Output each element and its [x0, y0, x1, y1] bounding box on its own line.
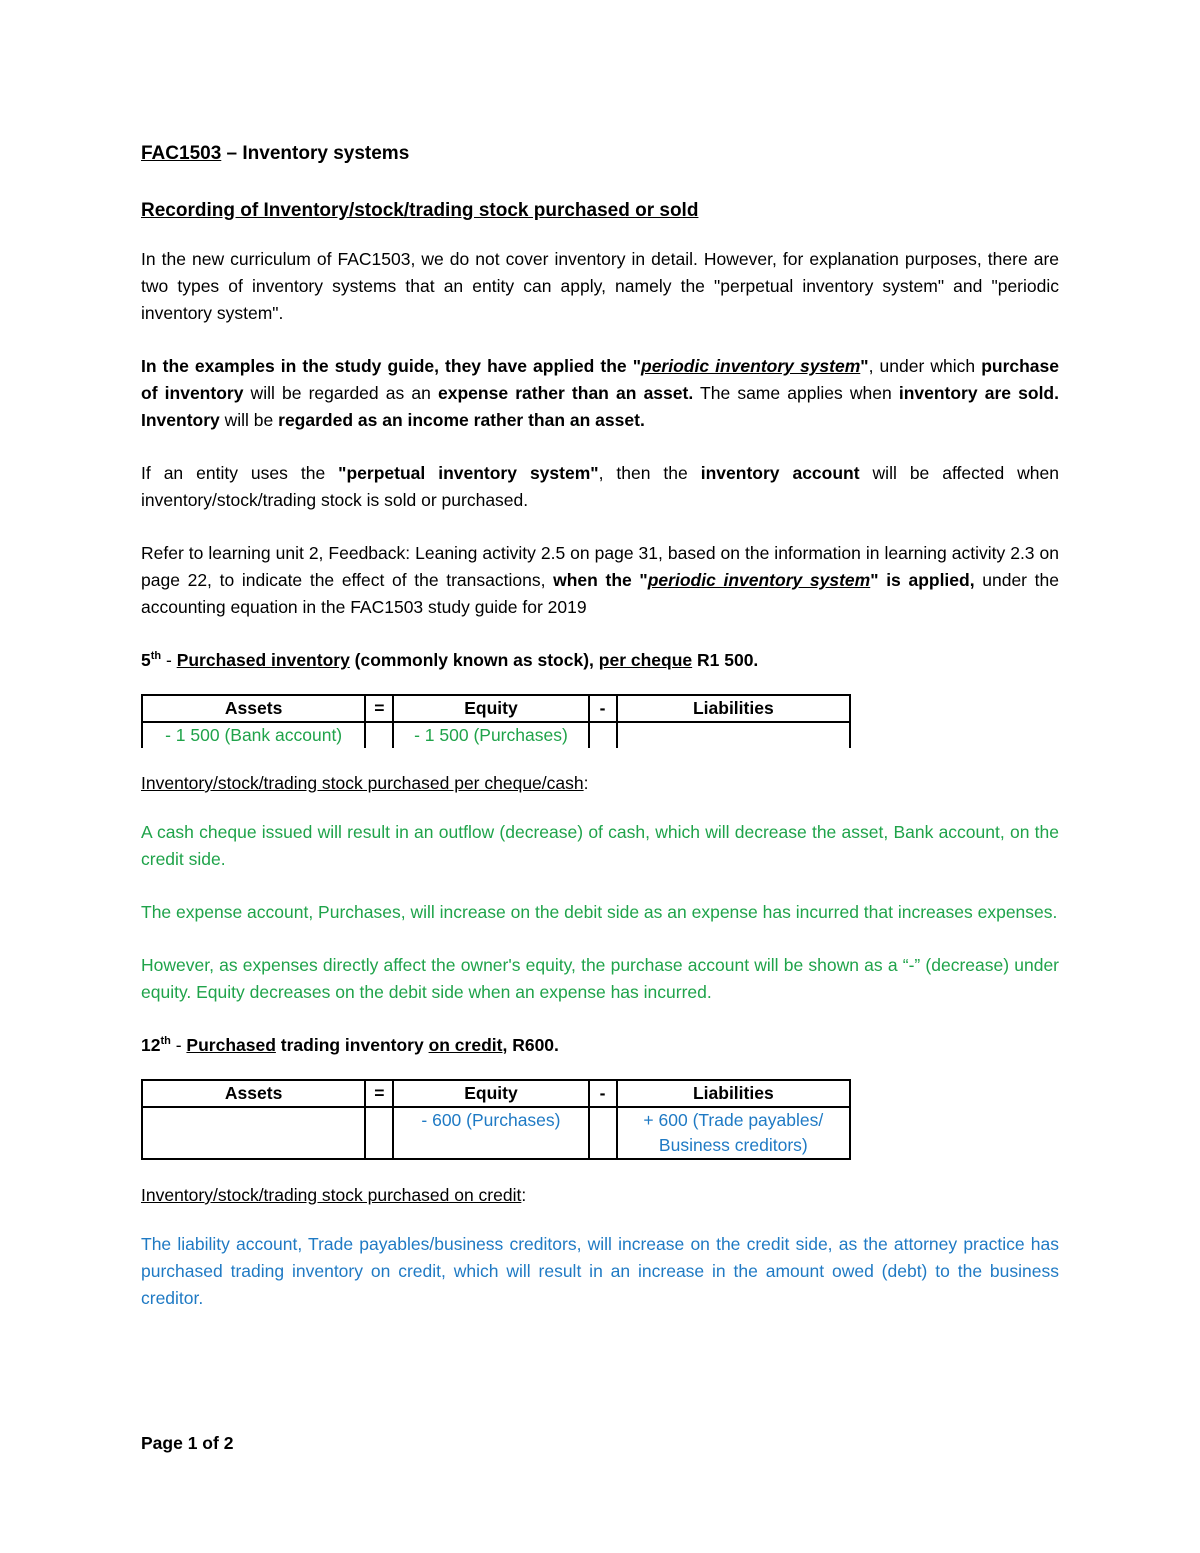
equity-header: Equity — [393, 1080, 588, 1107]
document-title — [141, 140, 1059, 167]
equals-cell — [365, 1107, 393, 1159]
minus-header: - — [589, 695, 617, 722]
table-row — [142, 1107, 850, 1159]
section-heading: Recording of Inventory/stock/trading stock purchased or sold — [141, 200, 699, 221]
equals-cell — [365, 722, 393, 748]
transaction-heading-12th: 12th - Purchased trading inventory on credit, R600. — [141, 1035, 559, 1055]
explanation-equity: However, as expenses directly affect the owner's equity, the purchase account will be shown as a “-” (decrease) under equity. Equity decreases on the debit side when an expense has incurred. — [141, 955, 1059, 1002]
minus-cell — [589, 1107, 617, 1159]
accounting-equation-table-5th — [141, 694, 851, 748]
title-rest: – Inventory systems — [221, 143, 410, 164]
table-header-row — [142, 695, 850, 722]
perpetual-paragraph: If an entity uses the "perpetual inventory system", then the inventory account will be affected when inventory/stock/trading stock is sold or purchased. — [141, 463, 1060, 510]
minus-header: - — [589, 1080, 617, 1107]
course-code: FAC1503 — [141, 143, 222, 164]
caption-credit: Inventory/stock/trading stock purchased on credit: — [141, 1185, 527, 1205]
assets-header: Assets — [142, 695, 365, 722]
liabilities-header: Liabilities — [617, 1080, 850, 1107]
liabilities-cell — [617, 722, 850, 748]
assets-cell — [142, 1107, 365, 1159]
equals-header: = — [365, 1080, 393, 1107]
equals-header: = — [365, 695, 393, 722]
liabilities-cell: + 600 (Trade payables/ Business creditors) — [617, 1107, 850, 1159]
equity-cell: - 1 500 (Purchases) — [393, 722, 588, 748]
table-row — [142, 722, 850, 748]
minus-cell — [589, 722, 617, 748]
intro-paragraph: In the new curriculum of FAC1503, we do not cover inventory in detail. However, for explanation purposes, there are two types of inventory systems that an entity can apply, namely the "perpetual inventory system" and "periodic inventory system". — [141, 249, 1059, 323]
explanation-liability: The liability account, Trade payables/business creditors, will increase on the credit side, as the attorney practice has purchased trading inventory on credit, which will result in an increase in the amount owed (debt) to the business creditor. — [141, 1234, 1059, 1308]
explanation-bank: A cash cheque issued will result in an outflow (decrease) of cash, which will decrease the asset, Bank account, on the credit side. — [141, 822, 1059, 869]
assets-header: Assets — [142, 1080, 365, 1107]
periodic-paragraph: In the examples in the study guide, they have applied the "periodic inventory system", under which purchase of inventory will be regarded as an expense rather than an asset. The same applies when inventory are sold. Inventory will be regarded as an income rather than an asset. — [141, 356, 1059, 430]
page-number: Page 1 of 2 — [141, 1433, 234, 1453]
table-header-row — [142, 1080, 850, 1107]
equity-cell: - 600 (Purchases) — [393, 1107, 588, 1159]
caption-cheque: Inventory/stock/trading stock purchased per cheque/cash: — [141, 773, 589, 793]
transaction-heading-5th: 5th - Purchased inventory (commonly known as stock), per cheque R1 500. — [141, 650, 759, 670]
reference-paragraph: Refer to learning unit 2, Feedback: Leaning activity 2.5 on page 31, based on the information in learning activity 2.3 on page 22, to indicate the effect of the transactions, when the "periodic inventory system" is applied, under the accounting equation in the FAC1503 study guide for 2019 — [141, 543, 1059, 617]
accounting-equation-table-12th — [141, 1079, 851, 1160]
liabilities-header: Liabilities — [617, 695, 850, 722]
assets-cell: - 1 500 (Bank account) — [142, 722, 365, 748]
document-page — [141, 140, 1059, 1338]
equity-header: Equity — [393, 695, 588, 722]
explanation-purchases: The expense account, Purchases, will increase on the debit side as an expense has incurred that increases expenses. — [141, 902, 1058, 922]
